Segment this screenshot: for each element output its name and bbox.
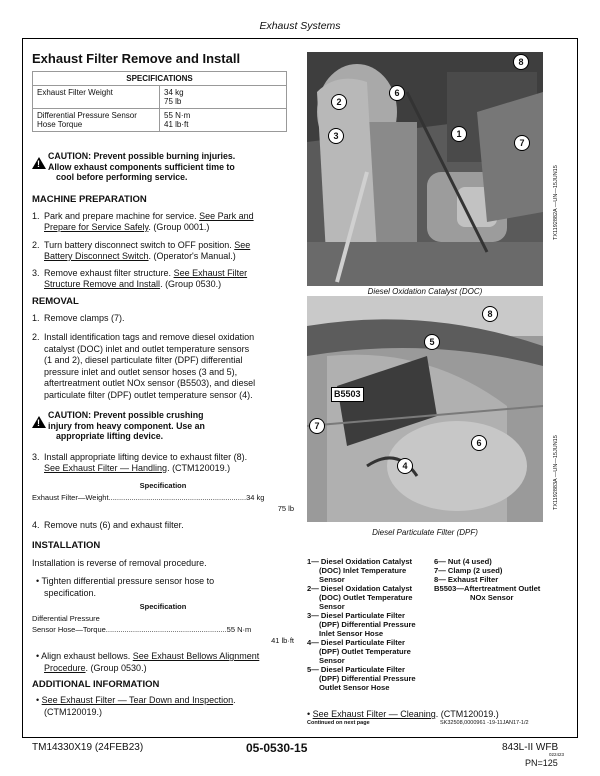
list-item: 2. Turn battery disconnect switch to OFF position. See Battery Disconnect Switch. (Operator's Manual.) [32, 240, 251, 261]
footer-left: TM14330X19 (24FEB23) [32, 742, 144, 753]
spec-label: Exhaust Filter Weight [33, 86, 160, 109]
spec-value: 55 N·m 41 lb·ft [160, 109, 287, 132]
teardown-inspection-link[interactable]: See Exhaust Filter — Tear Down and Inspection [41, 695, 234, 705]
doc-code: SK32508,0000961 -19-11JAN17-1/2 [440, 720, 529, 726]
spec-table-heading: SPECIFICATIONS [33, 72, 287, 86]
spec-value: 34 kg 75 lb [160, 86, 287, 109]
callout-1: 1 [451, 126, 467, 142]
legend-item: 6— Nut (4 used) [434, 557, 492, 566]
spec-line: Exhaust Filter—Weight..................................................................34 kg [32, 493, 265, 502]
additional-heading: ADDITIONAL INFORMATION [32, 679, 160, 690]
specifications-table [32, 71, 287, 132]
left-border [22, 38, 23, 738]
header-rule [22, 38, 578, 39]
callout-6: 6 [471, 435, 487, 451]
battery-switch-link[interactable]: See [234, 240, 251, 250]
callout-b5503: B5503 [331, 387, 364, 402]
list-item: 2. Install identification tags and remove diesel oxidation catalyst (DOC) inlet and outlet temperature sensors (1 and 2), diesel particulate filter (DPF) differential pressure inlet and outlet sensor hoses (3 and 5), aftertreatment outlet NOx sensor (B5503), and diesel particulate filter (DPF) outlet temperature sensor (4). [32, 332, 256, 400]
callout-2: 2 [331, 94, 347, 110]
dpf-photo [307, 296, 543, 522]
legend-item: 1— Diesel Oxidation Catalyst (DOC) Inlet Temperature Sensor [307, 557, 413, 584]
callout-4: 4 [397, 458, 413, 474]
footer-model: 843L-II WFB [502, 742, 559, 753]
callout-8: 8 [482, 306, 498, 322]
right-border [577, 38, 578, 738]
legend-left [307, 557, 432, 692]
legend-item: 4— Diesel Particulate Filter (DPF) Outlet Temperature Sensor [307, 638, 411, 665]
continued-note: Continued on next page [307, 720, 370, 726]
running-header: Exhaust Systems [259, 20, 341, 32]
spec-line: Sensor Hose—Torque..........................................................55 N·m [32, 625, 252, 634]
legend-item: 8— Exhaust Filter [434, 575, 499, 584]
callout-3: 3 [328, 128, 344, 144]
callout-8: 8 [513, 54, 529, 70]
section-title: Exhaust Filter Remove and Install [32, 51, 241, 66]
battery-switch-link-cont[interactable]: Battery Disconnect Switch [44, 251, 149, 261]
legend-item: 7— Clamp (2 used) [434, 566, 503, 575]
legend-item: 5— Diesel Particulate Filter (DPF) Differential Pressure Outlet Sensor Hose [307, 665, 416, 692]
doc-photo [307, 52, 543, 286]
spec-heading: Specification [139, 602, 187, 611]
removal-heading: REMOVAL [32, 296, 79, 307]
warning-icon: ! [32, 416, 46, 428]
table-row [33, 109, 287, 132]
callout-5: 5 [424, 334, 440, 350]
list-item: • See Exhaust Filter — Tear Down and Inspection. (CTM120019.) [36, 695, 236, 717]
filter-structure-link-cont[interactable]: Structure Remove and Install [44, 279, 161, 289]
doc-photo-caption: Diesel Oxidation Catalyst (DOC) [367, 287, 483, 296]
bellows-alignment-link-cont[interactable]: Procedure [44, 662, 86, 673]
list-item: • Tighten differential pressure sensor hose to specification. [36, 576, 215, 598]
callout-7: 7 [514, 135, 530, 151]
table-row [33, 86, 287, 109]
legend-item: B5503—Aftertreatment Outlet NOx Sensor [434, 584, 541, 602]
callout-7: 7 [309, 418, 325, 434]
dpf-photo-code: TX1192883A —UN—15JUN15 [553, 435, 559, 510]
footer-rule [22, 737, 578, 738]
caution-burn: ! CAUTION: Prevent possible burning injuries. Allow exhaust components sufficient time to cool before performing service. [32, 151, 292, 185]
spec-label: Differential Pressure [32, 614, 100, 623]
bellows-alignment-link[interactable]: See Exhaust Bellows Alignment [132, 651, 260, 661]
installation-heading: INSTALLATION [32, 540, 101, 551]
list-item: 4. Remove nuts (6) and exhaust filter. [32, 520, 184, 530]
legend-item: 3— Diesel Particulate Filter (DPF) Differential Pressure Inlet Sensor Hose [307, 611, 416, 638]
footer-pn: PN=125 [525, 758, 558, 768]
list-item: • See Exhaust Filter — Cleaning. (CTM120019.) [307, 709, 499, 719]
filter-handling-link[interactable]: See Exhaust Filter — Handling [44, 463, 168, 473]
legend-item: 2— Diesel Oxidation Catalyst (DOC) Outlet Temperature Sensor [307, 584, 413, 611]
machine-prep-heading: MACHINE PREPARATION [32, 194, 147, 205]
list-item: 1. Remove clamps (7). [32, 313, 125, 323]
warning-icon: ! [32, 157, 46, 169]
spec-line-alt: 75 lb [277, 504, 294, 513]
dpf-photo-caption: Diesel Particulate Filter (DPF) [372, 528, 478, 537]
callout-6: 6 [389, 85, 405, 101]
list-item: 1. Park and prepare machine for service. See Park and Prepare for Service Safely. (Group 0001.) [32, 211, 254, 232]
list-item: • Align exhaust bellows. See Exhaust Bellows Alignment Procedure. (Group 0530.) [36, 651, 260, 673]
filter-structure-link[interactable]: See Exhaust Filter [173, 268, 248, 278]
spec-label: Differential Pressure Sensor Hose Torque [33, 109, 160, 132]
footer-tiny-code: 022423 [549, 752, 565, 757]
spec-heading: Specification [139, 481, 187, 490]
installation-intro: Installation is reverse of removal procedure. [32, 558, 207, 568]
doc-photo-code: TX1192882A —UN—15JUN15 [553, 165, 559, 240]
footer-page-id: 05-0530-15 [246, 741, 308, 755]
caution-crush: ! CAUTION: Prevent possible crushing injury from heavy component. Use an appropriate lifting device. [32, 410, 292, 444]
spec-line-alt: 41 lb·ft [271, 636, 294, 645]
list-item: 3. Remove exhaust filter structure. See Exhaust Filter Structure Remove and Install. (Group 0530.) [32, 268, 248, 289]
park-safely-link[interactable]: See Park and [199, 211, 254, 221]
list-item: 3. Install appropriate lifting device to exhaust filter (8). See Exhaust Filter — Handling. (CTM120019.) [32, 452, 248, 473]
park-safely-link-cont[interactable]: Prepare for Service Safely [44, 222, 149, 232]
legend-right [434, 557, 569, 602]
filter-cleaning-link[interactable]: See Exhaust Filter — Cleaning [312, 709, 436, 719]
